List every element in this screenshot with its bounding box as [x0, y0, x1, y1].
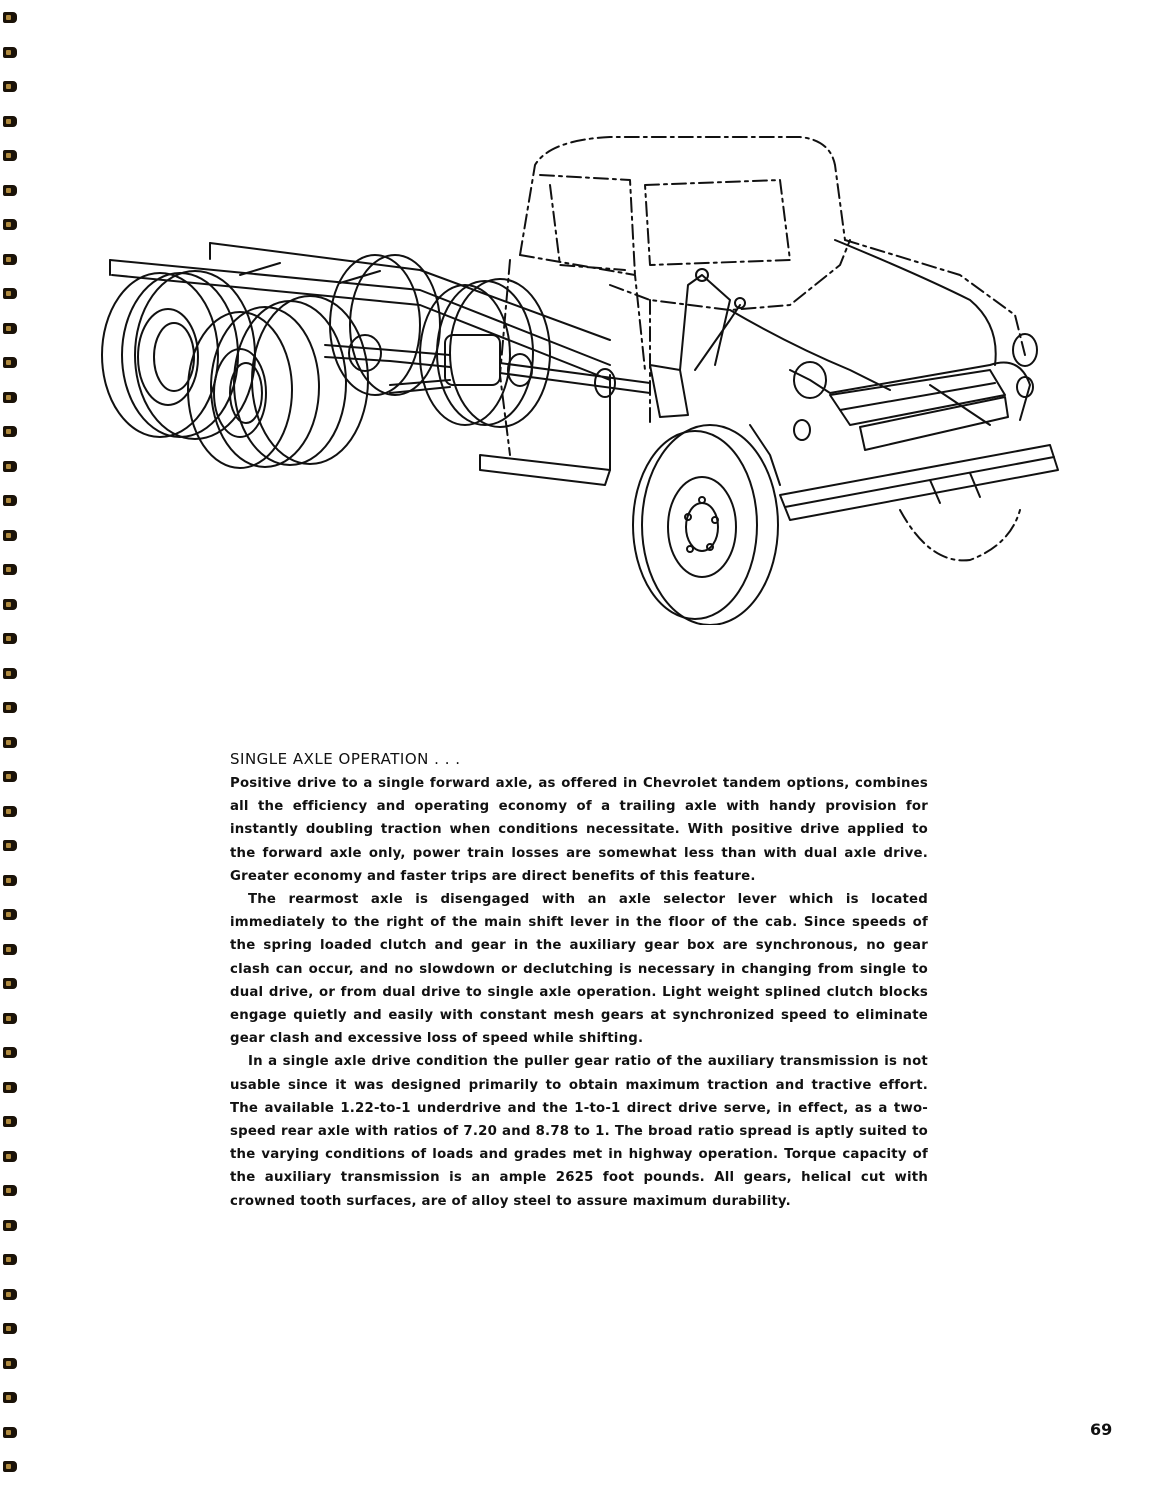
binding-ring [3, 564, 17, 575]
page-number: 69 [1090, 1420, 1113, 1439]
binding-ring [3, 1289, 17, 1300]
driveline [325, 335, 688, 417]
binding-ring [3, 1358, 17, 1369]
binding-ring [3, 1151, 17, 1162]
binding-ring [3, 978, 17, 989]
hood-and-fenders [730, 240, 1037, 485]
binding-ring [3, 357, 17, 368]
binding-ring [3, 47, 17, 58]
far-front-wheel [900, 510, 1020, 560]
section-heading: SINGLE AXLE OPERATION . . . [230, 750, 461, 768]
binding-ring [3, 530, 17, 541]
binding-ring [3, 150, 17, 161]
binding-ring [3, 1082, 17, 1093]
binding-ring [3, 1254, 17, 1265]
binding-ring [3, 702, 17, 713]
paragraph-1: Positive drive to a single forward axle, as offered in Chevrolet tandem options, combines all the efficiency and operating economy of a trailing axle with handy provision for instantly doubling traction when conditions necessitate. With positive drive applied to the forward axle only, power train losses are somewhat less than with dual axle drive. Greater economy and faster trips are direct benefits of this feature. [230, 776, 928, 884]
binding-ring [3, 1220, 17, 1231]
binding-ring [3, 806, 17, 817]
binding-ring [3, 116, 17, 127]
far-side-wheels [330, 255, 550, 427]
binding-ring [3, 1323, 17, 1334]
binding-ring [3, 1185, 17, 1196]
binding-ring [3, 1047, 17, 1058]
binding-ring [3, 1392, 17, 1403]
front-wheel [633, 425, 778, 625]
binding-ring [3, 81, 17, 92]
spiral-binding [0, 0, 30, 1489]
binding-ring [3, 254, 17, 265]
article [230, 750, 928, 1213]
binding-ring [3, 875, 17, 886]
binding-ring [3, 1427, 17, 1438]
binding-ring [3, 840, 17, 851]
shift-levers [680, 269, 745, 370]
forward-tandem-wheel [188, 296, 368, 468]
rear-tandem-wheel [102, 271, 255, 439]
binding-ring [3, 426, 17, 437]
paragraph-2: The rearmost axle is disengaged with an axle selector lever which is located immediately to the right of the main shift lever in the floor of the cab. Since speeds of the spring loaded clutch and gear in the auxiliary gear box are synchronous, no gear clash can occur, and no slowdown or declutching is necessary in changing from single to dual drive, or from dual drive to single axle operation. Light weight splined clutch blocks engage quietly and easily with constant mesh gears at synchronized speed to eliminate gear clash and excessive loss of speed while shifting. [230, 892, 928, 1047]
binding-ring [3, 495, 17, 506]
binding-ring [3, 737, 17, 748]
binding-ring [3, 461, 17, 472]
binding-ring [3, 599, 17, 610]
binding-ring [3, 1013, 17, 1024]
binding-ring [3, 909, 17, 920]
binding-ring [3, 288, 17, 299]
step [480, 375, 610, 485]
binding-ring [3, 219, 17, 230]
binding-ring [3, 1461, 17, 1472]
binding-ring [3, 944, 17, 955]
binding-ring [3, 771, 17, 782]
binding-ring [3, 1116, 17, 1127]
binding-ring [3, 323, 17, 334]
paragraph-3: In a single axle drive condition the puller gear ratio of the auxiliary transmission is not usable since it was designed primarily to obtain maximum traction and tractive effort. The available 1.22-to-1 underdrive and the 1-to-1 direct drive serve, in effect, as a two-speed rear axle with ratios of 7.20 and 8.78 to 1. The broad ratio spread is aptly suited to the varying conditions of loads and grades met in highway operation. Torque capacity of the auxiliary transmission is an ample 2625 foot pounds. All gears, helical cut with crowned tooth surfaces, are of alloy steel to assure maximum durability. [230, 1054, 928, 1209]
binding-ring [3, 185, 17, 196]
binding-ring [3, 668, 17, 679]
truck-chassis-illustration [90, 125, 1090, 625]
binding-ring [3, 12, 17, 23]
binding-ring [3, 633, 17, 644]
binding-ring [3, 392, 17, 403]
front-bumper [780, 445, 1058, 520]
